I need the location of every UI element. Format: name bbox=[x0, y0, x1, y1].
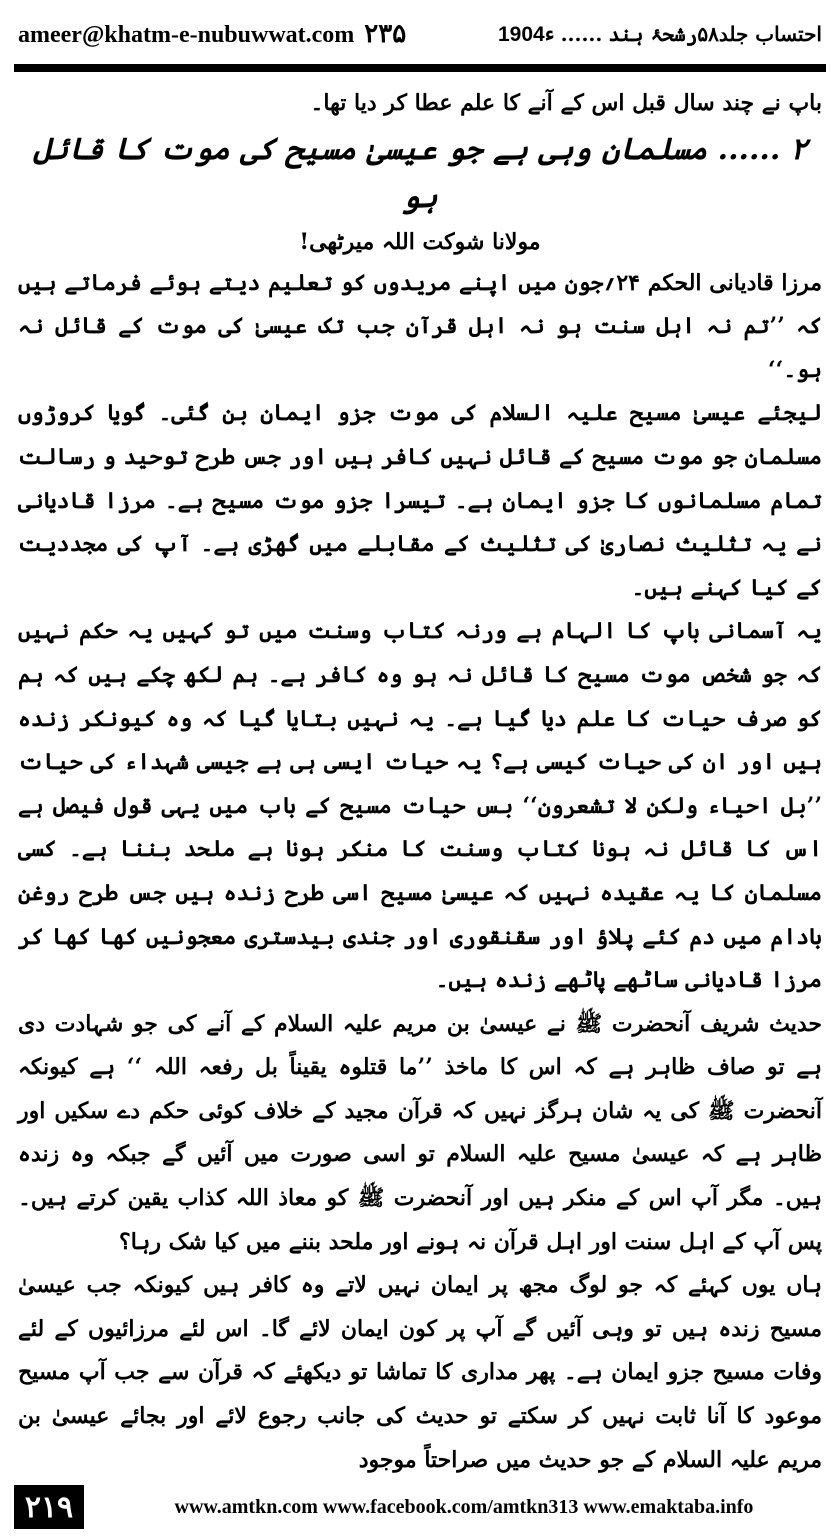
paragraph-4: حدیث شریف آنحضرت ﷺ نے عیسیٰ بن مریم علیہ السلام کے آنے کی جو شہادت دی ہے تو صاف ظاہر ہے کہ اس کا ماخذ ’’ما قتلوہ یقیناً بل رفعہ اللہ ‘‘ ہے کیونکہ آنحضرت ﷺ کی یہ شان ہرگز نہیں کہ قرآن مجید کے خلاف کوئی حکم دے سکیں اور ظاہر ہے کہ عیسیٰ مسیح علیہ السلام تو اسی صورت میں آئیں گے جبکہ وہ زندہ ہیں۔ مگر آپ اس کے منکر ہیں اور آنحضرت ﷺ کو معاذ اللہ کذاب یقین کرتے ہیں۔ پس آپ کے اہل سنت اور اہل قرآن نہ ہونے اور ملحد بننے میں کیا شک رہا؟ bbox=[18, 1010, 822, 1255]
paragraph-5: ہاں یوں کہئے کہ جو لوگ مجھ پر ایمان نہیں لاتے وہ کافر ہیں کیونکہ جب عیسیٰ مسیح زندہ ہیں تو وہی آئیں گے آپ پر کون ایمان لائے گا۔ اس لئے مرزائیوں کے لئے وفات مسیح جزو ایمان ہے۔ پھر مداری کا تماشا تو دیکھئے کہ قرآن سے جب آپ مسیح موعود کا آنا ثابت نہیں کر سکتے تو حدیث کی جانب رجوع لائے اور بجائے عیسیٰ بن مریم علیہ السلام کے جو حدیث میں صراحتاً موجود bbox=[18, 1272, 822, 1473]
paragraph-intro: باپ نے چند سال قبل اس کے آنے کا علم عطا کر دیا تھا۔ bbox=[310, 90, 822, 116]
header-rule bbox=[14, 64, 826, 72]
header-year: 1904ء bbox=[497, 22, 555, 46]
paragraph-1: مرزا قادیانی الحکم ۲۴؍جون میں اپنے مریدوں کو تعلیم دیتے ہوئے فرماتے ہیں کہ ’’تم نہ اہل سنت ہو نہ اہل قرآن جب تک عیسیٰ کی موت کے قائل نہ ہو۔‘‘ bbox=[18, 269, 823, 383]
section-heading: ۲ ...... مسلمان وہی ہے جو عیسیٰ مسیح کی موت کا قائل ہو bbox=[33, 131, 807, 215]
author-line: مولانا شوکت اللہ میرٹھی! bbox=[299, 228, 541, 255]
page-body bbox=[18, 82, 823, 1473]
header-page-number: ۲۳۵ bbox=[364, 19, 407, 49]
footer-urls: www.amtkn.com www.facebook.com/amtkn313 www.emaktaba.info bbox=[174, 1495, 754, 1518]
paragraph-2: لیجئے عیسیٰ مسیح علیہ السلام کی موت جزو ایمان بن گئی۔ گویا کروڑوں مسلمان جو موت مسیح کے قائل نہیں کافر ہیں اور جس طرح توحید و رسالت تمام مسلمانوں کا جزو ایمان ہے۔ تیسرا جزو موت مسیح ہے۔ مرزا قادیانی نے یہ تثلیث نصاریٰ کی تثلیث کے مقابلے میں گھڑی ہے۔ آپ کی مجددیت کے کیا کہنے ہیں۔ bbox=[18, 400, 822, 601]
header-right bbox=[492, 22, 822, 47]
header-email: ameer@khatm-e-nubuwwat.com bbox=[18, 22, 355, 48]
paragraph-3: یہ آسمانی باپ کا الہام ہے ورنہ کتاب وسنت میں تو کہیں یہ حکم نہیں کہ جو شخص موت مسیح کا قائل نہ ہو وہ کافر ہے۔ ہم لکھ چکے ہیں کہ ہم کو صرف حیات کا علم دیا گیا ہے۔ یہ نہیں بتایا گیا کہ وہ کیونکر زندہ ہیں اور ان کی حیات کیسی ہے؟ یہ حیات ایسی ہی ہے جیسی شہداء کی حیات ’’بل احیاء ولکن لا تشعرون‘‘ بس حیات مسیح کے باب میں یہی قول فیصل ہے اس کا قائل نہ ہونا کتاب وسنت کا منکر ہونا ہے ملحد بننا ہے۔ کسی مسلمان کا یہ عقیدہ نہیں کہ عیسیٰ مسیح اسی طرح زندہ ہیں جس طرح روغن بادام میں دم کئے پلاؤ اور سقنقوری اور جندی بیدستری معجونیں کھا کھا کر مرزا قادیانی ساٹھے پاٹھے زندہ ہیں۔ bbox=[18, 618, 822, 994]
page-header bbox=[18, 12, 822, 56]
footer-page-number: ۲۱۹ bbox=[14, 1485, 84, 1529]
header-dots: ...... bbox=[560, 21, 603, 46]
page-footer bbox=[14, 1482, 826, 1532]
header-left bbox=[18, 19, 406, 49]
header-book-title: احتساب جلد۵۸رشحۂ ہند bbox=[608, 21, 822, 46]
